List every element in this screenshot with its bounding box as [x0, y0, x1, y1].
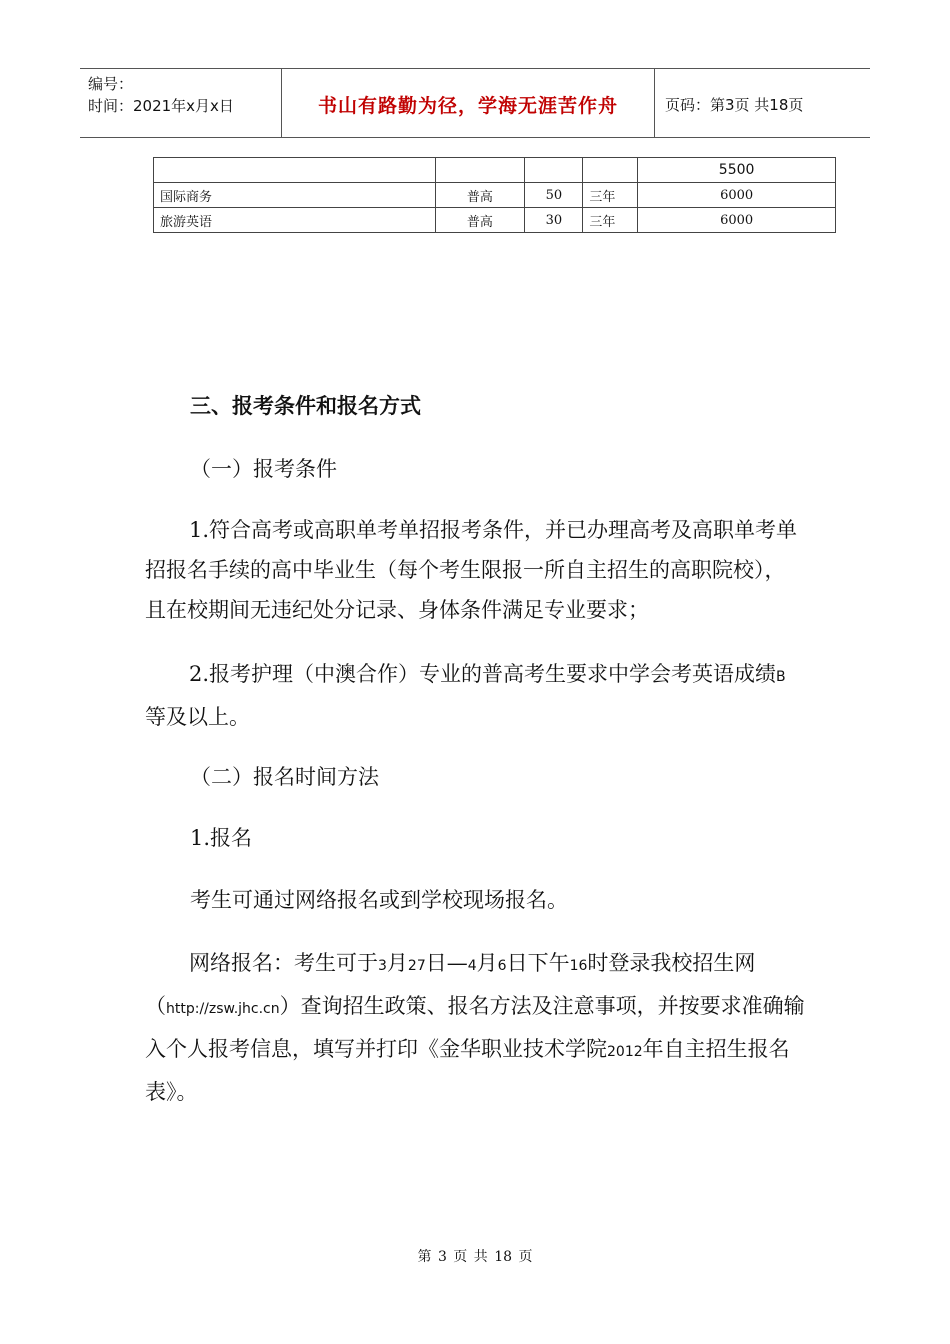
- cell-type: 普高: [435, 183, 525, 208]
- cell-major: [154, 158, 436, 183]
- section-title: 三、报考条件和报名方式: [190, 394, 421, 418]
- header-divider: [654, 69, 655, 137]
- cell-count: 30: [525, 208, 583, 233]
- table-row: [154, 183, 836, 208]
- paragraph-text: 日—: [425, 951, 468, 975]
- paragraph: 考生可通过网络报名或到学校现场报名。: [190, 888, 568, 912]
- website-url: http://zsw.jhc.cn: [166, 1001, 280, 1017]
- date-number: 4: [467, 958, 477, 974]
- paragraph-text: 2.报考护理（中澳合作）专业的普高考生要求中学会考英语成绩: [189, 662, 777, 686]
- paragraph: 1.符合高考或高职单考单招报考条件，并已办理高考及高职单考单招报名手续的高中毕业生（每个考生限报一所自主招生的高职院校），且在校期间无违纪处分记录、身体条件满足专业要求；: [145, 518, 798, 622]
- cell-type: 普高: [435, 208, 525, 233]
- cell-fee: 6000: [638, 208, 836, 233]
- header-page-info: 页码：第3页 共18页: [665, 96, 804, 114]
- table-row: [154, 158, 836, 183]
- table-row: [154, 208, 836, 233]
- paragraph-text: 日下午: [506, 951, 570, 975]
- year-number: 2012: [607, 1044, 643, 1060]
- time-number: 16: [569, 958, 588, 974]
- grade-letter: B: [776, 669, 786, 685]
- subsection-title: （二）报名时间方法: [190, 765, 379, 789]
- cell-fee: 6000: [638, 183, 836, 208]
- paragraph-text: ）查询招生政策、报名方法及注意事项，并按要求准确输入个人报考信息，填写并打印《金华职业技术学院: [145, 994, 805, 1061]
- paragraph-text: 年自主招生报名表》。: [145, 1037, 790, 1104]
- paragraph: [145, 943, 805, 1112]
- subsection-title: （一）报考条件: [190, 457, 337, 481]
- item-title: 1.报名: [190, 826, 253, 850]
- header-meta: [88, 73, 234, 117]
- cell-years: [583, 158, 638, 183]
- cell-count: 50: [525, 183, 583, 208]
- date-number: 27: [407, 958, 426, 974]
- cell-major: 国际商务: [154, 183, 436, 208]
- number-label: 编号：: [88, 75, 134, 93]
- header-motto: 书山有路勤为径，学海无涯苦作舟: [317, 95, 618, 117]
- paragraph-text: 月: [476, 951, 498, 975]
- page-header: [80, 68, 870, 138]
- paragraph: [145, 654, 805, 737]
- cell-years: 三年: [583, 183, 638, 208]
- paragraph-text: 时登录我校招生网（: [145, 951, 756, 1018]
- fee-table: [153, 157, 836, 233]
- cell-type: [435, 158, 525, 183]
- cell-years: 三年: [583, 208, 638, 233]
- page-footer: 第 3 页 共 18 页: [417, 1249, 533, 1265]
- paragraph-text: 网络报名：考生可于: [189, 951, 378, 975]
- cell-fee: 5500: [638, 158, 836, 183]
- time-label: 时间：2021年x月x日: [88, 97, 234, 115]
- date-number: 3: [378, 958, 387, 974]
- cell-major: 旅游英语: [154, 208, 436, 233]
- date-number: 6: [497, 958, 507, 974]
- paragraph-text: 等及以上。: [145, 705, 250, 729]
- cell-count: [525, 158, 583, 183]
- paragraph-text: 月: [386, 951, 408, 975]
